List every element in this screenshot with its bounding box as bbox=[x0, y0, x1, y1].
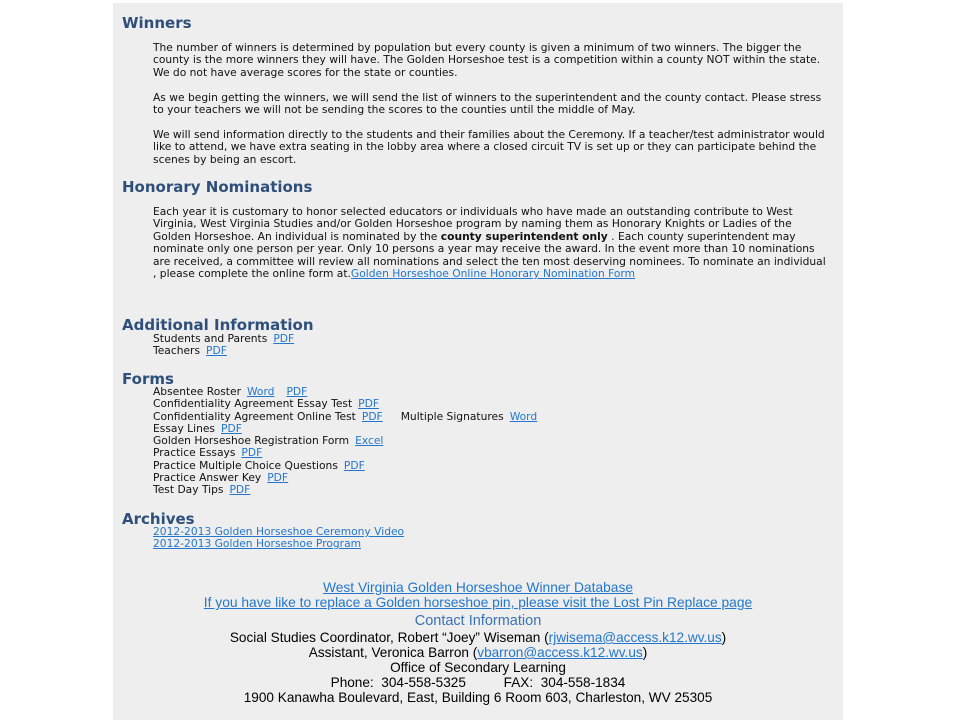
office-line: Office of Secondary Learning bbox=[390, 660, 566, 675]
additional-info-heading: Additional Information bbox=[122, 316, 314, 334]
program-link[interactable]: 2012-2013 Golden Horseshoe Program bbox=[153, 537, 362, 551]
practice-mc-pdf-link[interactable]: PDF bbox=[343, 458, 365, 472]
list-item bbox=[153, 484, 537, 496]
absentee-roster-pdf-link[interactable]: PDF bbox=[286, 385, 308, 398]
winners-paragraph-2: As we begin getting the winners, we will send the list of winners to the superintendent and the county contact. Please stress to your teachers we will not be sending the scores to the counties until the middle of May. bbox=[153, 91, 822, 117]
assistant-text: Assistant, Veronica Barron ( bbox=[308, 645, 478, 660]
teachers-pdf-link[interactable]: PDF bbox=[206, 344, 227, 358]
item-label: Students and Parents bbox=[153, 332, 268, 345]
essay-lines-pdf-link[interactable]: PDF bbox=[221, 421, 242, 435]
archives-list bbox=[153, 526, 404, 551]
students-parents-pdf-link[interactable]: PDF bbox=[273, 332, 295, 345]
honorary-text-bold: county superintendent only bbox=[440, 229, 608, 243]
address-line: 1900 Kanawha Boulevard, East, Building 6 Room 603, Charleston, WV 25305 bbox=[243, 690, 713, 705]
practice-essays-pdf-link[interactable]: PDF bbox=[241, 446, 263, 460]
lost-pin-replace-link[interactable]: If you have like to replace a Golden horseshoe pin, please visit the Lost Pin Replace page bbox=[203, 595, 753, 610]
honorary-heading: Honorary Nominations bbox=[122, 178, 313, 196]
confidentiality-essay-pdf-link[interactable]: PDF bbox=[358, 397, 379, 411]
item-label: Teachers bbox=[153, 344, 201, 358]
list-item bbox=[153, 345, 294, 357]
contact-heading: Contact Information bbox=[414, 613, 542, 629]
honorary-nomination-form-link[interactable]: Golden Horseshoe Online Honorary Nomination Form bbox=[350, 267, 636, 281]
honorary-paragraph bbox=[153, 206, 831, 280]
winners-heading: Winners bbox=[122, 14, 192, 32]
practice-answer-key-pdf-link[interactable]: PDF bbox=[267, 471, 289, 485]
confidentiality-online-pdf-link[interactable]: PDF bbox=[361, 409, 383, 423]
ceremony-video-link[interactable]: 2012-2013 Golden Horseshoe Ceremony Video bbox=[153, 525, 405, 538]
footer bbox=[113, 580, 843, 705]
coordinator-line bbox=[113, 630, 843, 645]
test-day-tips-pdf-link[interactable]: PDF bbox=[229, 483, 251, 497]
coordinator-paren: ) bbox=[721, 630, 727, 645]
assistant-line bbox=[113, 645, 843, 660]
assistant-paren: ) bbox=[642, 645, 648, 660]
registration-form-excel-link[interactable]: Excel bbox=[355, 434, 384, 448]
item-label: Practice Multiple Choice Questions bbox=[153, 458, 338, 472]
absentee-roster-word-link[interactable]: Word bbox=[246, 385, 275, 398]
archives-heading: Archives bbox=[122, 510, 195, 528]
honorary-text-a: Each year it is customary to honor selected educators or individuals who have made an outstanding contribute to West Virginia, West Virginia Studies and/or Golden Horseshoe program by naming them as Honorary Knights or Ladies of the Golden Horseshoe. An individual is nominated by the bbox=[153, 205, 793, 243]
forms-heading: Forms bbox=[122, 370, 174, 388]
assistant-email-link[interactable]: vbarron@access.k12.wv.us bbox=[477, 645, 643, 660]
winners-paragraph-3: We will send information directly to the students and their families about the Ceremony. If a teacher/test administrator would like to attend, we have extra seating in the lobby area where a closed circuit TV is set up or they can participate behind the scenes by being an escort. bbox=[153, 128, 825, 166]
coordinator-email-link[interactable]: rjwisema@access.k12.wv.us bbox=[548, 630, 722, 645]
winner-database-link[interactable]: West Virginia Golden Horseshoe Winner Database bbox=[322, 580, 634, 595]
content-panel bbox=[113, 3, 843, 720]
item-label: Confidentiality Agreement Essay Test bbox=[153, 397, 353, 411]
item-label: Absentee Roster bbox=[153, 385, 241, 398]
item-label: Practice Essays bbox=[153, 446, 236, 460]
multiple-signatures-label: Multiple Signatures bbox=[400, 409, 504, 423]
item-label: Golden Horseshoe Registration Form bbox=[153, 434, 350, 448]
item-label: Practice Answer Key bbox=[153, 471, 262, 485]
coordinator-text: Social Studies Coordinator, Robert “Joey” Wiseman ( bbox=[229, 630, 549, 645]
winners-paragraph-1: The number of winners is determined by population but every county is given a minimum of two winners. The bigger the county is the more winners they will have. The Golden Horseshoe test is a competition within a county NOT within the state. We do not have average scores for the state or counties. bbox=[153, 41, 821, 79]
item-label: Confidentiality Agreement Online Test bbox=[153, 409, 356, 423]
item-label: Test Day Tips bbox=[153, 483, 224, 497]
additional-info-list bbox=[153, 333, 294, 358]
multiple-signatures-word-link[interactable]: Word bbox=[509, 409, 538, 423]
item-label: Essay Lines bbox=[153, 421, 216, 435]
honorary-text-b: . Each county superintendent may nominate only one person per year. Only 10 persons a year may receive the award. In the event more than 10 nominations are received, a committee will review all nominations and select the ten most deserving nominees. To nominate an individual , please complete the online form at. bbox=[153, 229, 826, 281]
forms-list bbox=[153, 386, 537, 497]
phone-fax-line: Phone: 304-558-5325 FAX: 304-558-1834 bbox=[330, 675, 626, 690]
